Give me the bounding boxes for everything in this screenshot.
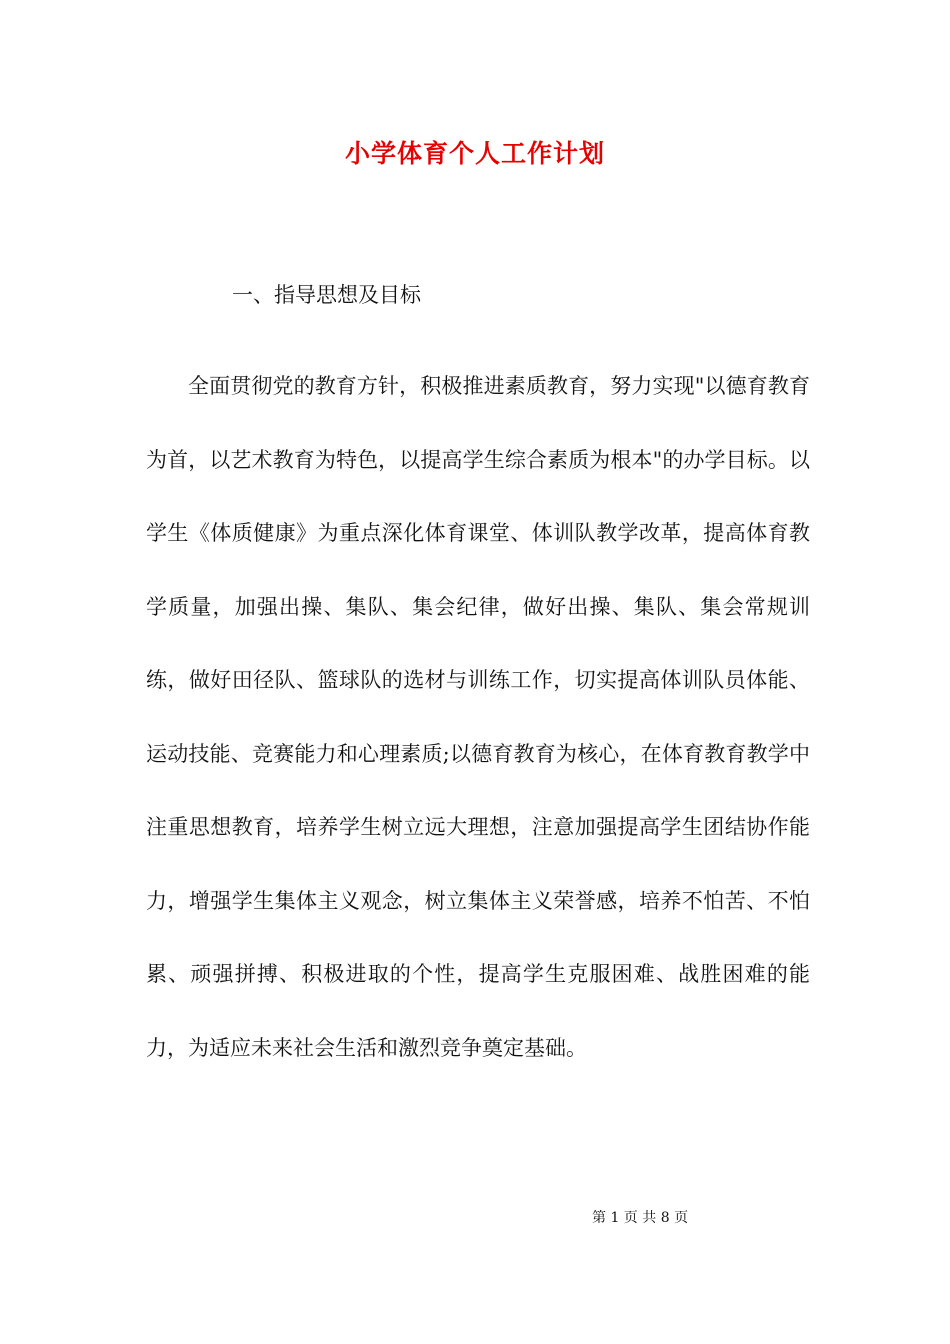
body-paragraph: 全面贯彻党的教育方针，积极推进素质教育，努力实现"以德育教育为首，以艺术教育为特色，以提高学生综合素质为根本"的办学目标。以学生《体质健康》为重点深化体育课堂、体训队教学改革，提高体育教学质量，加强出操、集队、集会纪律，做好出操、集队、集会常规训练，做好田径队、篮球队的选材与训练工作，切实提高体训队员体能、运动技能、竞赛能力和心理素质;以德育教育为核心，在体育教育教学中注重思想教育，培养学生树立远大理想，注意加强提高学生团结协作能力，增强学生集体主义观念，树立集体主义荣誉感，培养不怕苦、不怕累、顽强拼搏、积极进取的个性，提高学生克服困难、战胜困难的能力，为适应未来社会生活和激烈竞争奠定基础。	[146, 374, 810, 1060]
page-number-footer: 第 1 页 共 8 页	[592, 1210, 689, 1226]
section-heading: 一、指导思想及目标	[232, 283, 421, 307]
document-title: 小学体育个人工作计划	[344, 139, 605, 168]
